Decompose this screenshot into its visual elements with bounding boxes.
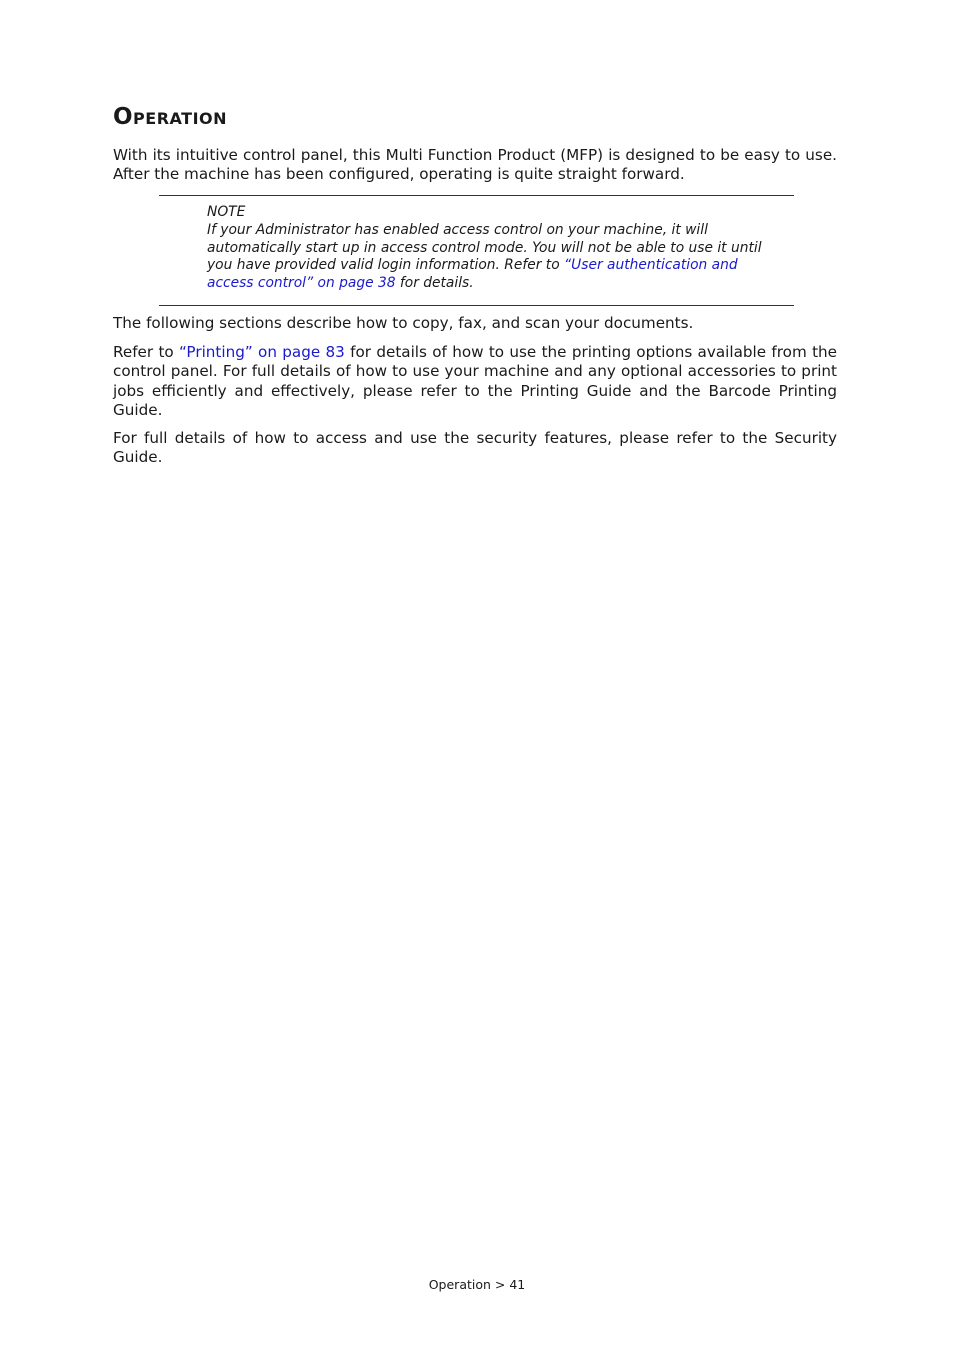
note-text-before: If your Administrator has enabled access control on your machine, it will automatically start up in access control mode. You will not be able to use it until you have provided valid login information. Refer to: [207, 221, 762, 274]
intro-paragraph: With its intuitive control panel, this Multi Function Product (MFP) is designed to be easy to use. After the machine has been configured, operating is quite straight forward.: [113, 146, 837, 184]
security-paragraph: For full details of how to access and use the security features, please refer to the Security Guide.: [113, 429, 837, 467]
note-text-after: for details.: [395, 275, 474, 292]
refer-paragraph: [113, 343, 837, 420]
note-label: NOTE: [207, 204, 246, 220]
refer-text-before: Refer to: [113, 343, 180, 361]
note-text: [207, 222, 777, 293]
note-box: [159, 195, 794, 306]
user-authentication-link[interactable]: “User authentication and access control” on page 38: [207, 257, 738, 292]
refer-text-after: for details of how to use the printing options available from the control panel. For full details of how to use your machine and any optional accessories to print jobs efficiently and effectively, please refer to the Printing Guide and the Barcode Printing Guide.: [113, 343, 837, 419]
note-content: [207, 204, 777, 293]
page-footer: Operation > 41: [428, 1277, 526, 1292]
sections-paragraph: The following sections describe how to copy, fax, and scan your documents.: [113, 314, 694, 332]
printing-link[interactable]: “Printing” on page 83: [179, 343, 345, 361]
page-title: Operation: [113, 104, 228, 130]
